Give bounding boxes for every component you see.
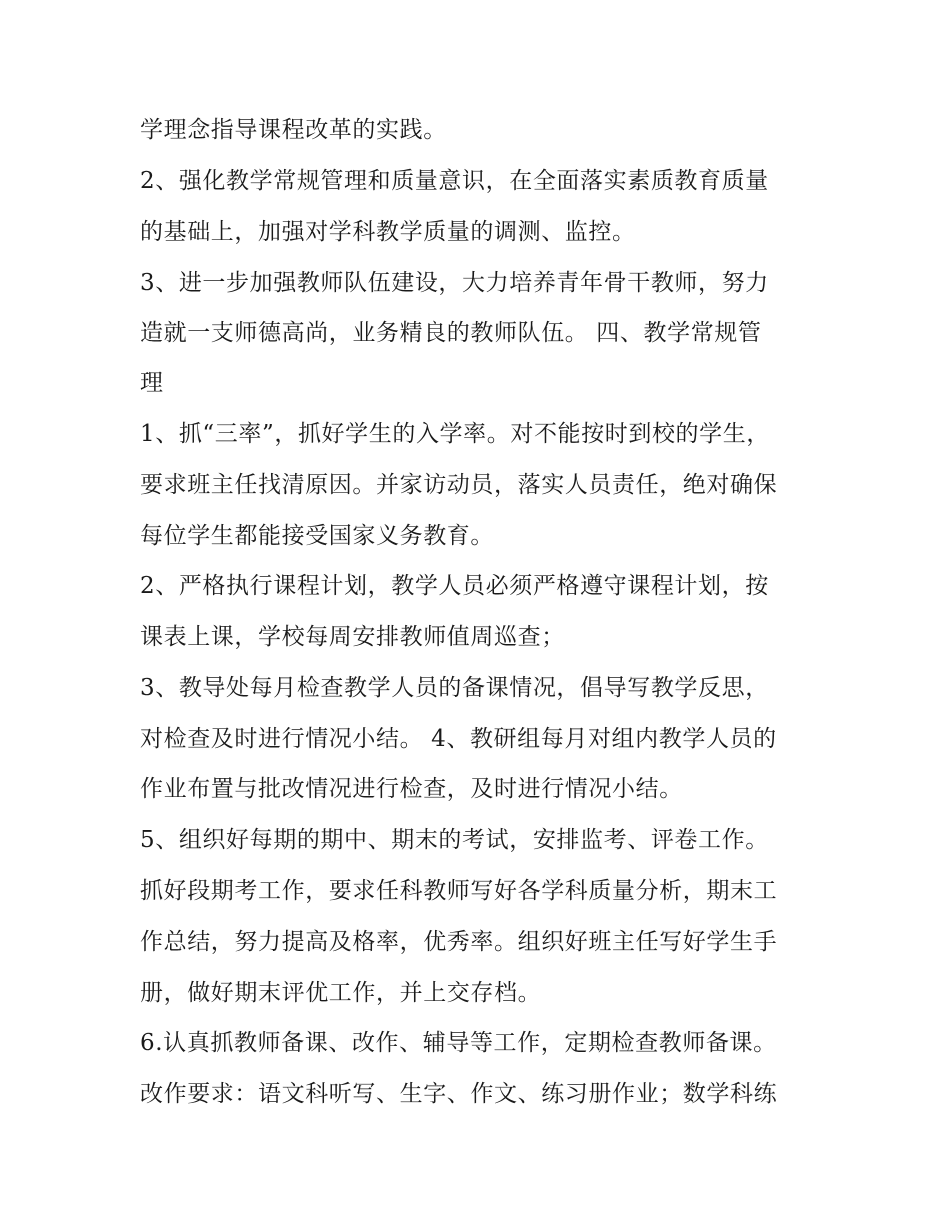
- text-line: 2、严格执行课程计划，教学人员必须严格遵守课程计划，按: [140, 573, 769, 599]
- text-line: 改作要求：语文科听写、生字、作文、练习册作业；数学科练: [140, 1081, 778, 1107]
- text-line: 对检查及时进行情况小结。 4、教研组每月对组内教学人员的: [140, 726, 777, 752]
- text-line: 学理念指导课程改革的实践。: [140, 117, 447, 143]
- text-line: 6.认真抓教师备课、改作、辅导等工作，定期检查教师备课。: [140, 1030, 777, 1056]
- text-line: 理: [140, 370, 164, 396]
- text-line: 3、进一步加强教师队伍建设，大力培养青年骨干教师，努力: [140, 270, 769, 296]
- text-line: 册，做好期末评优工作，并上交存档。: [140, 980, 542, 1006]
- text-line: 课表上课，学校每周安排教师值周巡查；: [140, 624, 565, 650]
- text-line: 的基础上，加强对学科教学质量的调测、监控。: [140, 219, 636, 245]
- text-line: 5、组织好每期的期中、期末的考试，安排监考、评卷工作。: [140, 827, 769, 853]
- text-line: 作总结，努力提高及格率，优秀率。组织好班主任写好学生手: [140, 929, 778, 955]
- text-line: 要求班主任找清原因。并家访动员，落实人员责任，绝对确保: [140, 472, 778, 498]
- text-line: 每位学生都能接受国家义务教育。: [140, 523, 494, 549]
- text-line: 造就一支师德高尚，业务精良的教师队伍。 四、教学常规管: [140, 320, 762, 346]
- text-line: 1、抓“三率”，抓好学生的入学率。对不能按时到校的学生，: [140, 421, 770, 447]
- text-line: 作业布置与批改情况进行检查，及时进行情况小结。: [140, 776, 683, 802]
- text-line: 抓好段期考工作，要求任科教师写好各学科质量分析，期末工: [140, 878, 778, 904]
- text-line: 2、强化教学常规管理和质量意识，在全面落实素质教育质量: [140, 168, 769, 194]
- text-line: 3、教导处每月检查教学人员的备课情况，倡导写教学反思，: [140, 675, 769, 701]
